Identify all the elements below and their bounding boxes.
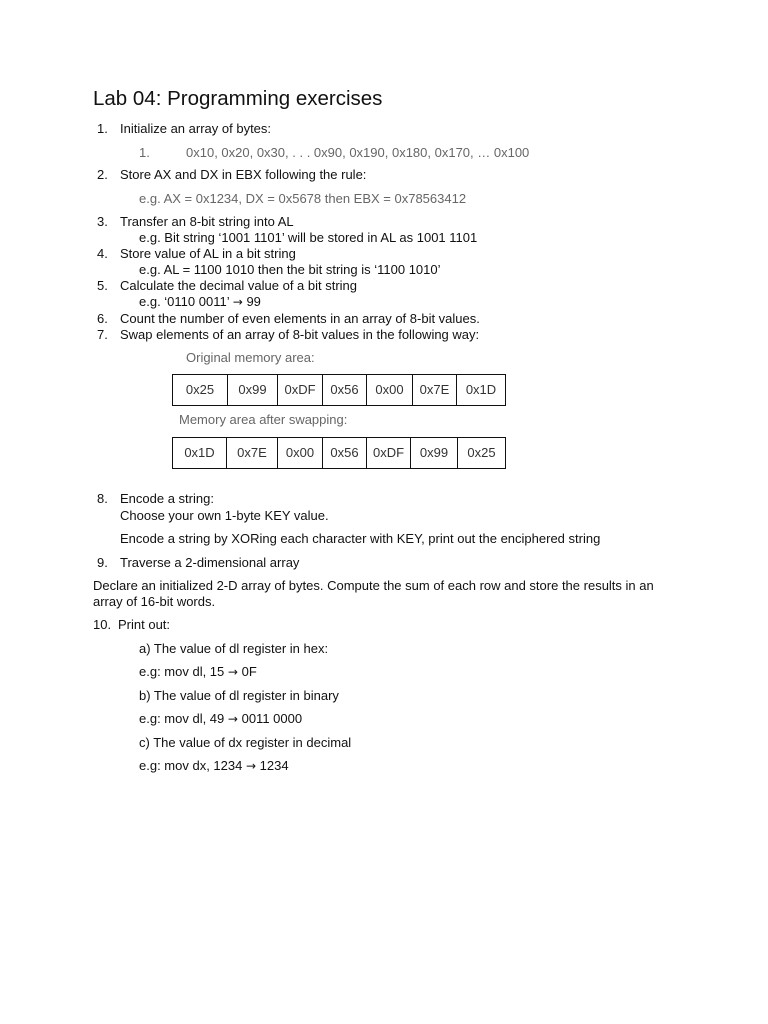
- item-10-b-example-suffix: 0011 0000: [241, 711, 303, 726]
- item-6-text: Count the number of even elements in an array of 8-bit values.: [120, 311, 480, 326]
- memory-cell: 0x99: [228, 375, 278, 405]
- item-4-text: Store value of AL in a bit string: [120, 246, 296, 261]
- item-3-example: e.g. Bit string ‘1001 1101’ will be stored in AL as 1001 1101: [139, 230, 478, 245]
- item-10-a: a) The value of dl register in hex:: [139, 641, 329, 656]
- memory-cell: 0x99: [411, 438, 458, 468]
- item-5-example: [139, 294, 261, 310]
- item-9-text: Traverse a 2-dimensional array: [120, 555, 300, 570]
- memory-cell: 0x00: [278, 438, 323, 468]
- memory-cell: 0x56: [323, 375, 367, 405]
- item-9-number: 9.: [97, 555, 108, 570]
- item-10-c-example-suffix: 1234: [259, 758, 289, 773]
- item-9-paragraph-line-2: array of 16-bit words.: [93, 594, 216, 609]
- item-6-number: 6.: [97, 311, 108, 326]
- item-4-number: 4.: [97, 246, 108, 261]
- item-5-example-suffix: 99: [246, 294, 261, 309]
- arrow-icon: →: [227, 712, 238, 726]
- memory-cell: 0x7E: [227, 438, 278, 468]
- page-title: Lab 04: Programming exercises: [93, 87, 383, 110]
- item-5-text: Calculate the decimal value of a bit string: [120, 278, 358, 293]
- item-5-number: 5.: [97, 278, 108, 293]
- memory-cell: 0x56: [323, 438, 367, 468]
- arrow-icon: →: [227, 665, 238, 679]
- original-memory-label: Original memory area:: [186, 350, 315, 365]
- item-7-text: Swap elements of an array of 8-bit values in the following way:: [120, 327, 480, 342]
- item-7-number: 7.: [97, 327, 108, 342]
- item-9-paragraph-line-1: Declare an initialized 2-D array of bytes. Compute the sum of each row and store the results in an: [93, 578, 654, 593]
- swapped-memory-table: [172, 437, 506, 469]
- memory-cell: 0xDF: [367, 438, 411, 468]
- item-10-a-example-suffix: 0F: [241, 664, 257, 679]
- arrow-icon: →: [245, 759, 257, 773]
- original-memory-table: [172, 374, 506, 406]
- item-10-b-example-prefix: e.g: mov dl, 49: [139, 711, 225, 726]
- memory-cell: 0x7E: [413, 375, 457, 405]
- item-1-sub-text: 0x10, 0x20, 0x30, . . . 0x90, 0x190, 0x180, 0x170, … 0x100: [186, 145, 530, 160]
- memory-cell: 0x1D: [173, 438, 227, 468]
- item-10-b-example: [139, 711, 302, 727]
- arrow-icon: →: [232, 295, 243, 309]
- memory-cell: 0x25: [173, 375, 228, 405]
- item-1-number: 1.: [97, 121, 108, 136]
- item-8-number: 8.: [97, 491, 108, 506]
- item-10-c-example-prefix: e.g: mov dx, 1234: [139, 758, 243, 773]
- item-8-text: Encode a string:: [120, 491, 214, 506]
- item-2-number: 2.: [97, 167, 108, 182]
- item-5-example-prefix: e.g. ‘0110 0011’: [139, 294, 230, 309]
- item-8-line-3: Encode a string by XORing each character with KEY, print out the enciphered string: [120, 531, 601, 546]
- item-10-a-example: [139, 664, 257, 680]
- item-10-text: Print out:: [118, 617, 171, 632]
- memory-cell: 0xDF: [278, 375, 323, 405]
- item-1-sub-number: 1.: [139, 145, 150, 160]
- item-2-text: Store AX and DX in EBX following the rule:: [120, 167, 367, 182]
- item-10-c: c) The value of dx register in decimal: [139, 735, 352, 750]
- memory-cell: 0x25: [458, 438, 506, 468]
- item-4-example: e.g. AL = 1100 1010 then the bit string is ‘1100 1010’: [139, 262, 441, 277]
- memory-cell: 0x00: [367, 375, 413, 405]
- item-1-text: Initialize an array of bytes:: [120, 121, 272, 136]
- item-10-number: 10.: [93, 617, 112, 632]
- item-10-c-example: [139, 758, 289, 774]
- memory-cell: 0x1D: [457, 375, 506, 405]
- item-3-number: 3.: [97, 214, 108, 229]
- item-10-b: b) The value of dl register in binary: [139, 688, 339, 703]
- item-8-line-2: Choose your own 1-byte KEY value.: [120, 508, 329, 523]
- swapped-memory-label: Memory area after swapping:: [179, 412, 348, 427]
- item-3-text: Transfer an 8-bit string into AL: [120, 214, 294, 229]
- item-10-a-example-prefix: e.g: mov dl, 15: [139, 664, 225, 679]
- item-2-example: e.g. AX = 0x1234, DX = 0x5678 then EBX = 0x78563412: [139, 191, 467, 206]
